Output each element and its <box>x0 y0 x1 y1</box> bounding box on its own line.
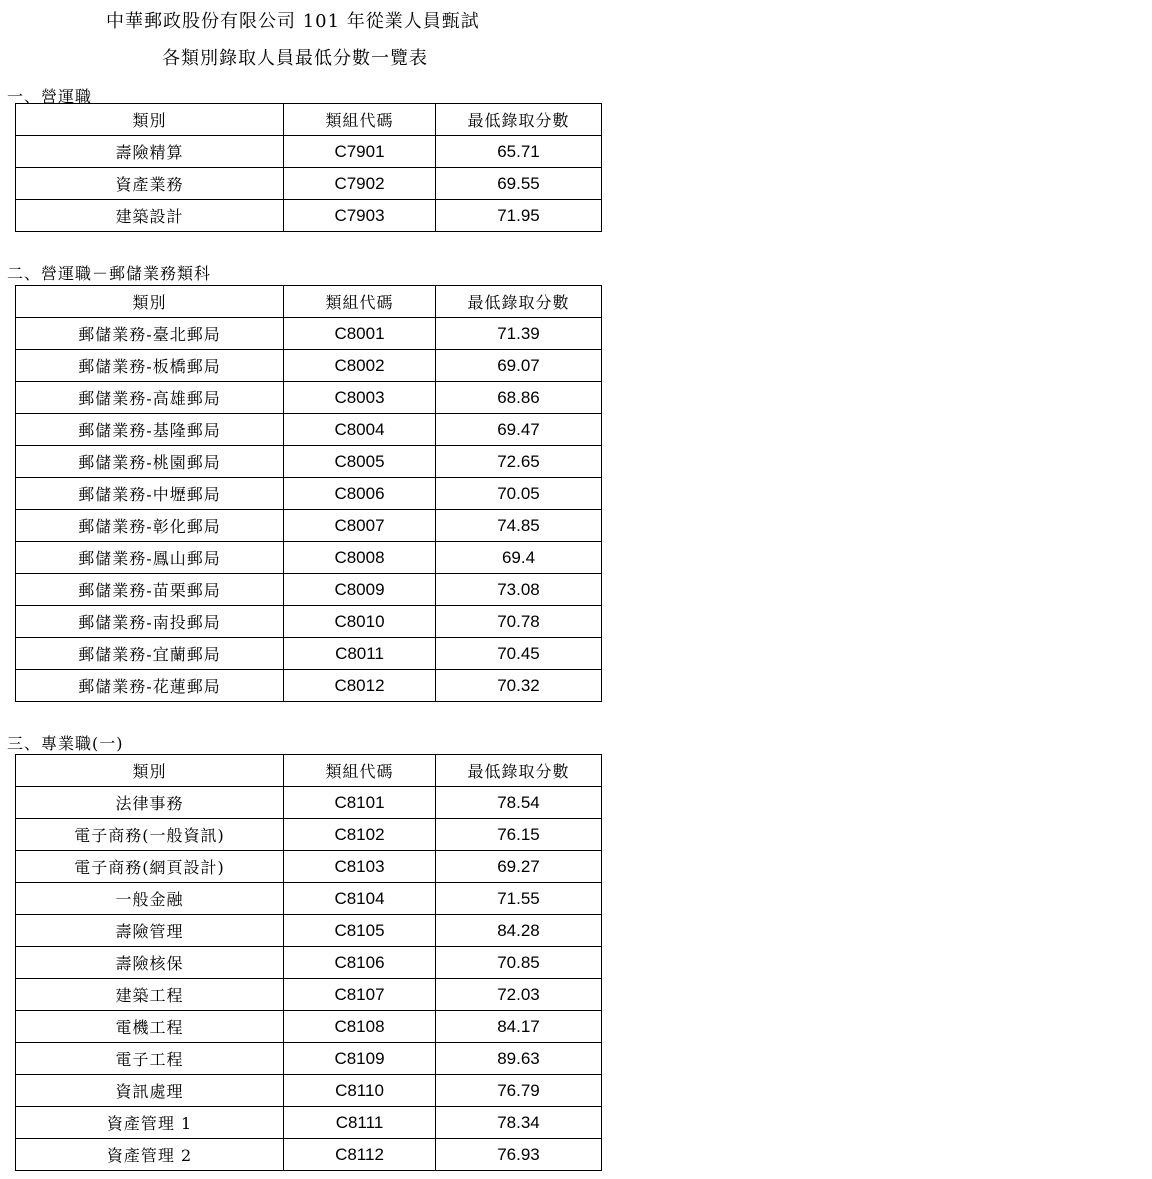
table-operations <box>15 103 602 232</box>
table-row <box>16 350 602 382</box>
cell-category: 建築設計 <box>16 200 284 232</box>
cell-category: 資產管理 2 <box>16 1139 284 1171</box>
cell-group-code: C8002 <box>284 350 436 382</box>
table-row <box>16 979 602 1011</box>
cell-min-score: 70.05 <box>436 478 602 510</box>
cell-min-score: 74.85 <box>436 510 602 542</box>
cell-min-score: 69.07 <box>436 350 602 382</box>
table-row <box>16 168 602 200</box>
cell-group-code: C8103 <box>284 851 436 883</box>
cell-category: 郵儲業務-板橋郵局 <box>16 350 284 382</box>
cell-group-code: C8011 <box>284 638 436 670</box>
table-header-row <box>16 286 602 318</box>
header-group-code: 類組代碼 <box>284 755 436 787</box>
cell-group-code: C7903 <box>284 200 436 232</box>
table-postal-savings <box>15 285 602 702</box>
cell-category: 郵儲業務-桃園郵局 <box>16 446 284 478</box>
header-min-score: 最低錄取分數 <box>436 104 602 136</box>
cell-min-score: 70.45 <box>436 638 602 670</box>
cell-category: 資產業務 <box>16 168 284 200</box>
table-row <box>16 200 602 232</box>
cell-group-code: C8001 <box>284 318 436 350</box>
table-professional <box>15 754 602 1171</box>
table-header-row <box>16 104 602 136</box>
cell-group-code: C8009 <box>284 574 436 606</box>
cell-group-code: C8104 <box>284 883 436 915</box>
header-category: 類別 <box>16 104 284 136</box>
cell-category: 資訊處理 <box>16 1075 284 1107</box>
cell-category: 法律事務 <box>16 787 284 819</box>
table-row <box>16 1011 602 1043</box>
table-row <box>16 542 602 574</box>
cell-group-code: C8111 <box>284 1107 436 1139</box>
cell-group-code: C8003 <box>284 382 436 414</box>
cell-category: 建築工程 <box>16 979 284 1011</box>
cell-category: 郵儲業務-宜蘭郵局 <box>16 638 284 670</box>
table-row <box>16 1075 602 1107</box>
header-min-score: 最低錄取分數 <box>436 755 602 787</box>
cell-group-code: C8006 <box>284 478 436 510</box>
header-category: 類別 <box>16 286 284 318</box>
cell-min-score: 84.28 <box>436 915 602 947</box>
cell-category: 一般金融 <box>16 883 284 915</box>
cell-min-score: 72.03 <box>436 979 602 1011</box>
table-row <box>16 915 602 947</box>
cell-min-score: 71.95 <box>436 200 602 232</box>
cell-category: 郵儲業務-花蓮郵局 <box>16 670 284 702</box>
table-row <box>16 819 602 851</box>
cell-min-score: 69.55 <box>436 168 602 200</box>
cell-group-code: C8008 <box>284 542 436 574</box>
cell-category: 郵儲業務-高雄郵局 <box>16 382 284 414</box>
cell-min-score: 71.39 <box>436 318 602 350</box>
table-row <box>16 638 602 670</box>
cell-category: 電子工程 <box>16 1043 284 1075</box>
cell-group-code: C8108 <box>284 1011 436 1043</box>
cell-group-code: C8007 <box>284 510 436 542</box>
cell-min-score: 69.4 <box>436 542 602 574</box>
cell-group-code: C8004 <box>284 414 436 446</box>
cell-min-score: 65.71 <box>436 136 602 168</box>
cell-group-code: C8112 <box>284 1139 436 1171</box>
table-row <box>16 947 602 979</box>
cell-category: 電子商務(一般資訊) <box>16 819 284 851</box>
document-title: 中華郵政股份有限公司 101 年從業人員甄試 <box>106 11 480 32</box>
table-row <box>16 318 602 350</box>
cell-category: 資產管理 1 <box>16 1107 284 1139</box>
cell-min-score: 78.54 <box>436 787 602 819</box>
cell-group-code: C8012 <box>284 670 436 702</box>
cell-min-score: 71.55 <box>436 883 602 915</box>
table-row <box>16 510 602 542</box>
table-row <box>16 1107 602 1139</box>
table-row <box>16 414 602 446</box>
cell-min-score: 70.85 <box>436 947 602 979</box>
cell-min-score: 84.17 <box>436 1011 602 1043</box>
cell-min-score: 76.79 <box>436 1075 602 1107</box>
table-row <box>16 478 602 510</box>
table-row <box>16 446 602 478</box>
cell-group-code: C8010 <box>284 606 436 638</box>
table-row <box>16 883 602 915</box>
table-row <box>16 1043 602 1075</box>
cell-category: 郵儲業務-基隆郵局 <box>16 414 284 446</box>
header-group-code: 類組代碼 <box>284 104 436 136</box>
cell-min-score: 76.93 <box>436 1139 602 1171</box>
cell-category: 電子商務(網頁設計) <box>16 851 284 883</box>
cell-min-score: 76.15 <box>436 819 602 851</box>
cell-group-code: C7902 <box>284 168 436 200</box>
cell-category: 郵儲業務-臺北郵局 <box>16 318 284 350</box>
cell-min-score: 68.86 <box>436 382 602 414</box>
table-row <box>16 787 602 819</box>
cell-group-code: C8101 <box>284 787 436 819</box>
cell-category: 郵儲業務-彰化郵局 <box>16 510 284 542</box>
cell-category: 壽險精算 <box>16 136 284 168</box>
table-header-row <box>16 755 602 787</box>
section-heading-professional: 三、專業職(一) <box>7 734 124 753</box>
header-min-score: 最低錄取分數 <box>436 286 602 318</box>
cell-min-score: 69.47 <box>436 414 602 446</box>
cell-group-code: C8105 <box>284 915 436 947</box>
table-row <box>16 851 602 883</box>
section-heading-operations: 一、營運職 <box>7 87 93 106</box>
cell-group-code: C8110 <box>284 1075 436 1107</box>
table-row <box>16 606 602 638</box>
cell-min-score: 73.08 <box>436 574 602 606</box>
header-category: 類別 <box>16 755 284 787</box>
cell-min-score: 70.32 <box>436 670 602 702</box>
cell-category: 郵儲業務-鳳山郵局 <box>16 542 284 574</box>
document-subtitle: 各類別錄取人員最低分數一覽表 <box>162 48 428 69</box>
cell-min-score: 70.78 <box>436 606 602 638</box>
cell-group-code: C8107 <box>284 979 436 1011</box>
cell-group-code: C8106 <box>284 947 436 979</box>
table-row <box>16 670 602 702</box>
table-row <box>16 136 602 168</box>
cell-category: 電機工程 <box>16 1011 284 1043</box>
cell-min-score: 78.34 <box>436 1107 602 1139</box>
cell-category: 郵儲業務-苗栗郵局 <box>16 574 284 606</box>
table-row <box>16 1139 602 1171</box>
cell-category: 郵儲業務-中壢郵局 <box>16 478 284 510</box>
cell-group-code: C8102 <box>284 819 436 851</box>
table-row <box>16 382 602 414</box>
cell-min-score: 89.63 <box>436 1043 602 1075</box>
cell-group-code: C8109 <box>284 1043 436 1075</box>
cell-category: 壽險核保 <box>16 947 284 979</box>
table-row <box>16 574 602 606</box>
header-group-code: 類組代碼 <box>284 286 436 318</box>
cell-group-code: C7901 <box>284 136 436 168</box>
cell-min-score: 72.65 <box>436 446 602 478</box>
cell-category: 郵儲業務-南投郵局 <box>16 606 284 638</box>
cell-category: 壽險管理 <box>16 915 284 947</box>
section-heading-postal-savings: 二、營運職－郵儲業務類科 <box>7 264 212 283</box>
cell-min-score: 69.27 <box>436 851 602 883</box>
cell-group-code: C8005 <box>284 446 436 478</box>
